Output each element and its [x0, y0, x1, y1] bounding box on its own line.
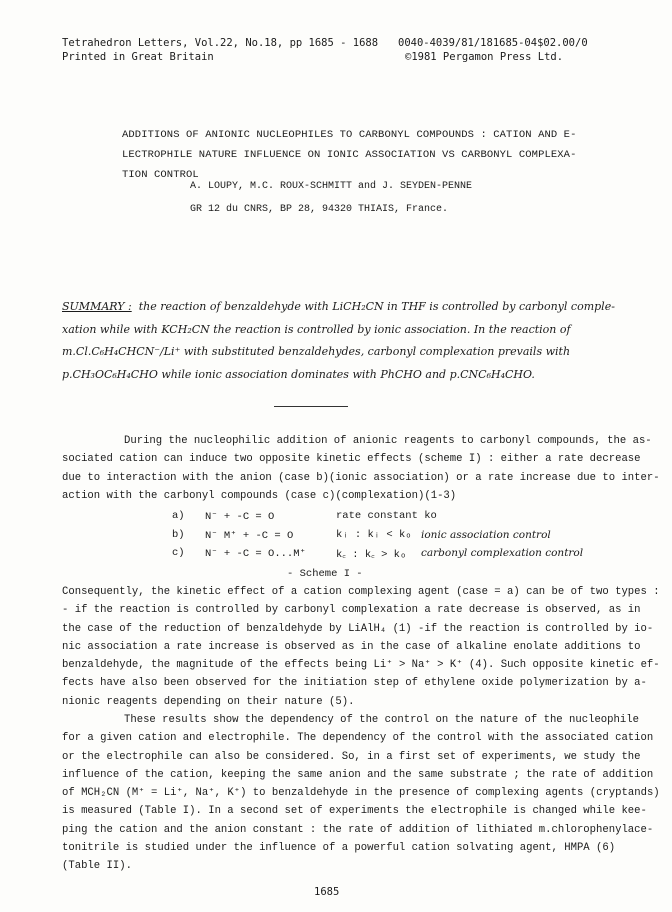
- summary-text: p.CH₃OC₆H₄CHO while ionic association dominates with PhCHO and p.CNC₆H₄CHO.: [62, 367, 535, 381]
- scheme-row-note: ionic association control: [421, 529, 551, 541]
- body-line: due to interaction with the anion (case b)(ionic association) or a rate increase due to inter-: [62, 471, 660, 484]
- scheme-row-expression: N⁻ M⁺ + -C = O: [205, 530, 294, 542]
- summary-text: the reaction of benzaldehyde with LiCH₂CN in THF is controlled by carbonyl comple-: [138, 300, 615, 313]
- scheme-row-label: b): [172, 529, 185, 541]
- title-line: TION CONTROL: [122, 169, 199, 181]
- scheme-row-constant: k꜀ : k꜀ > kₒ: [336, 549, 407, 561]
- body-line: Consequently, the kinetic effect of a cation complexing agent (case = a) can be of two types :: [62, 586, 660, 598]
- page-number: 1685: [314, 886, 340, 898]
- affiliation: GR 12 du CNRS, BP 28, 94320 THIAIS, France.: [190, 204, 449, 215]
- title-line: ADDITIONS OF ANIONIC NUCLEOPHILES TO CARBONYL COMPOUNDS : CATION AND E-: [122, 129, 577, 141]
- scheme-row-note: carbonyl complexation control: [421, 547, 584, 559]
- body-line: influence of the cation, keeping the same anion and the same substrate ; the rate of addition: [62, 768, 654, 781]
- scheme-row-label: a): [172, 510, 185, 522]
- article-code: 0040-4039/81/181685-04$02.00/0: [398, 37, 588, 49]
- body-line: is measured (Table I). In a second set of experiments the electrophile is changed while kee-: [62, 805, 647, 818]
- printed-note: Printed in Great Britain: [62, 51, 214, 63]
- journal-citation: Tetrahedron Letters, Vol.22, No.18, pp 1685 - 1688: [62, 37, 379, 49]
- body-line: of MCH₂CN (M⁺ = Li⁺, Na⁺, K⁺) to benzaldehyde in the presence of complexing agents (cryptands): [62, 787, 660, 800]
- body-line: fects have also been observed for the initiation step of ethylene oxide polymerization by a-: [62, 677, 647, 690]
- body-line: These results show the dependency of the control on the nature of the nucleophile: [124, 714, 639, 726]
- body-line: tonitrile is studied under the influence of a powerful cation solvating agent, HMPA (6): [62, 842, 616, 855]
- scheme-row-expression: N⁻ + -C = O: [205, 511, 275, 523]
- scheme-row-constant: rate constant ko: [336, 510, 437, 522]
- paragraph-1: [62, 432, 660, 505]
- paragraph-2: [62, 583, 660, 711]
- body-line: or the electrophile can also be considered. So, in a first set of experiments, we study the: [62, 750, 641, 763]
- paragraph-3: [62, 711, 660, 876]
- article-title: [122, 125, 576, 185]
- separator-rule: [274, 406, 348, 407]
- summary-line-1: [62, 296, 615, 319]
- scheme-1: [0, 505, 672, 585]
- body-line: (Table II).: [62, 860, 132, 873]
- body-line: nic association a rate increase is observed as in the case of alkaline enolate additions to: [62, 640, 641, 653]
- summary: [62, 296, 615, 386]
- body-line: for a given cation and electrophile. The dependency of the control with the associated cation: [62, 732, 654, 745]
- summary-text: m.Cl.C₆H₄CHCN⁻/Li⁺ with substituted benzaldehydes, carbonyl complexation prevails with: [62, 345, 571, 358]
- body-line: ping the cation and the anion constant : the rate of addition of lithiated m.chlorophenylace-: [62, 823, 654, 836]
- scheme-row-constant: kᵢ : kᵢ < kₒ: [336, 529, 412, 541]
- body-line: During the nucleophilic addition of anionic reagents to carbonyl compounds, the as-: [124, 435, 652, 447]
- title-line: LECTROPHILE NATURE INFLUENCE ON IONIC ASSOCIATION VS CARBONYL COMPLEXA-: [122, 149, 577, 161]
- body-line: nionic reagents depending on their nature (5).: [62, 695, 355, 708]
- body-line: the case of the reduction of benzaldehyde by LiAlH₄ (1) -if the reaction is controlled by io-: [62, 622, 654, 635]
- scheme-caption: - Scheme I -: [287, 568, 363, 580]
- body-line: benzaldehyde, the magnitude of the effects being Li⁺ > Na⁺ > K⁺ (4). Such opposite kinetic ef-: [62, 659, 660, 672]
- body-line: sociated cation can induce two opposite kinetic effects (scheme I) : either a rate decrease: [62, 453, 641, 466]
- summary-label: SUMMARY :: [62, 300, 132, 313]
- body-line: action with the carbonyl compounds (case c)(complexation)(1-3): [62, 489, 457, 502]
- summary-text: xation while with KCH₂CN the reaction is controlled by ionic association. In the reaction of: [62, 322, 571, 336]
- body-line: - if the reaction is controlled by carbonyl complexation a rate decrease is observed, as in: [62, 604, 641, 617]
- copyright: ©1981 Pergamon Press Ltd.: [405, 51, 564, 63]
- authors: A. LOUPY, M.C. ROUX-SCHMITT and J. SEYDEN-PENNE: [190, 181, 473, 192]
- scheme-row-label: c): [172, 547, 185, 559]
- scheme-row-expression: N⁻ + -C = O...M⁺: [205, 548, 306, 560]
